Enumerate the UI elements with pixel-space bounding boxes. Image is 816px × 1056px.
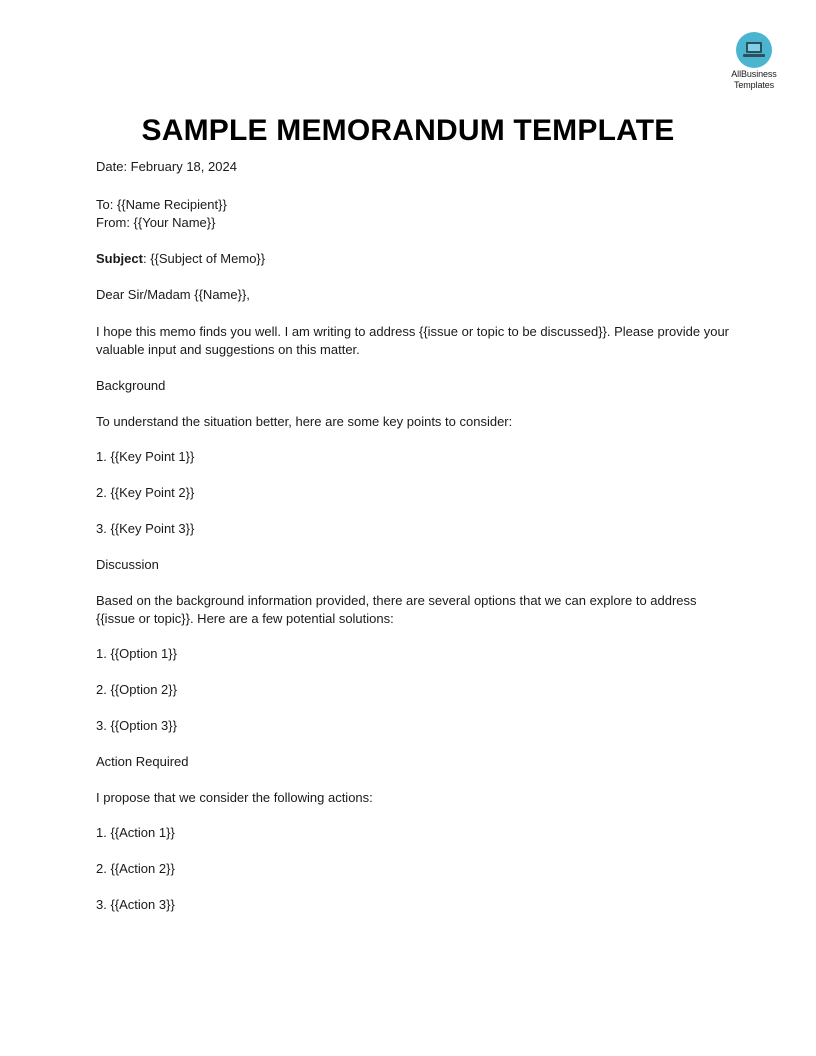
logo-text-line1: AllBusiness <box>731 69 777 79</box>
background-lead: To understand the situation better, here are some key points to consider: <box>96 414 513 429</box>
option-item: 2. {{Option 2}} <box>96 682 177 697</box>
page-title: SAMPLE MEMORANDUM TEMPLATE <box>141 114 675 147</box>
memo-date: Date: February 18, 2024 <box>96 159 237 174</box>
logo-text-line2: Templates <box>733 80 775 90</box>
allbusiness-templates-logo <box>722 32 786 90</box>
action-heading: Action Required <box>96 754 189 769</box>
action-item: 2. {{Action 2}} <box>96 861 175 876</box>
laptop-icon <box>736 32 772 68</box>
discussion-heading: Discussion <box>96 557 159 572</box>
discussion-lead: Based on the background information provided, there are several options that we can explore to address {{issue or topic}}. Here are a few potential solutions: <box>96 593 697 626</box>
key-point-item: 2. {{Key Point 2}} <box>96 485 195 500</box>
action-item: 1. {{Action 1}} <box>96 825 175 840</box>
memo-subject <box>96 250 736 268</box>
subject-value: : {{Subject of Memo}} <box>142 251 266 266</box>
background-heading: Background <box>96 378 166 393</box>
option-item: 3. {{Option 3}} <box>96 718 177 733</box>
key-point-item: 3. {{Key Point 3}} <box>96 521 195 536</box>
memo-to: To: {{Name Recipient}} <box>96 197 227 212</box>
salutation: Dear Sir/Madam {{Name}}, <box>96 287 250 302</box>
key-point-item: 1. {{Key Point 1}} <box>96 449 195 464</box>
action-item: 3. {{Action 3}} <box>96 897 175 912</box>
memo-from: From: {{Your Name}} <box>96 215 216 230</box>
option-item: 1. {{Option 1}} <box>96 646 177 661</box>
intro-paragraph: I hope this memo finds you well. I am writing to address {{issue or topic to be discussed}}. Please provide your valuable input and suggestions on this matter. <box>96 324 730 357</box>
subject-label: Subject <box>96 251 143 266</box>
action-lead: I propose that we consider the following actions: <box>96 790 373 805</box>
